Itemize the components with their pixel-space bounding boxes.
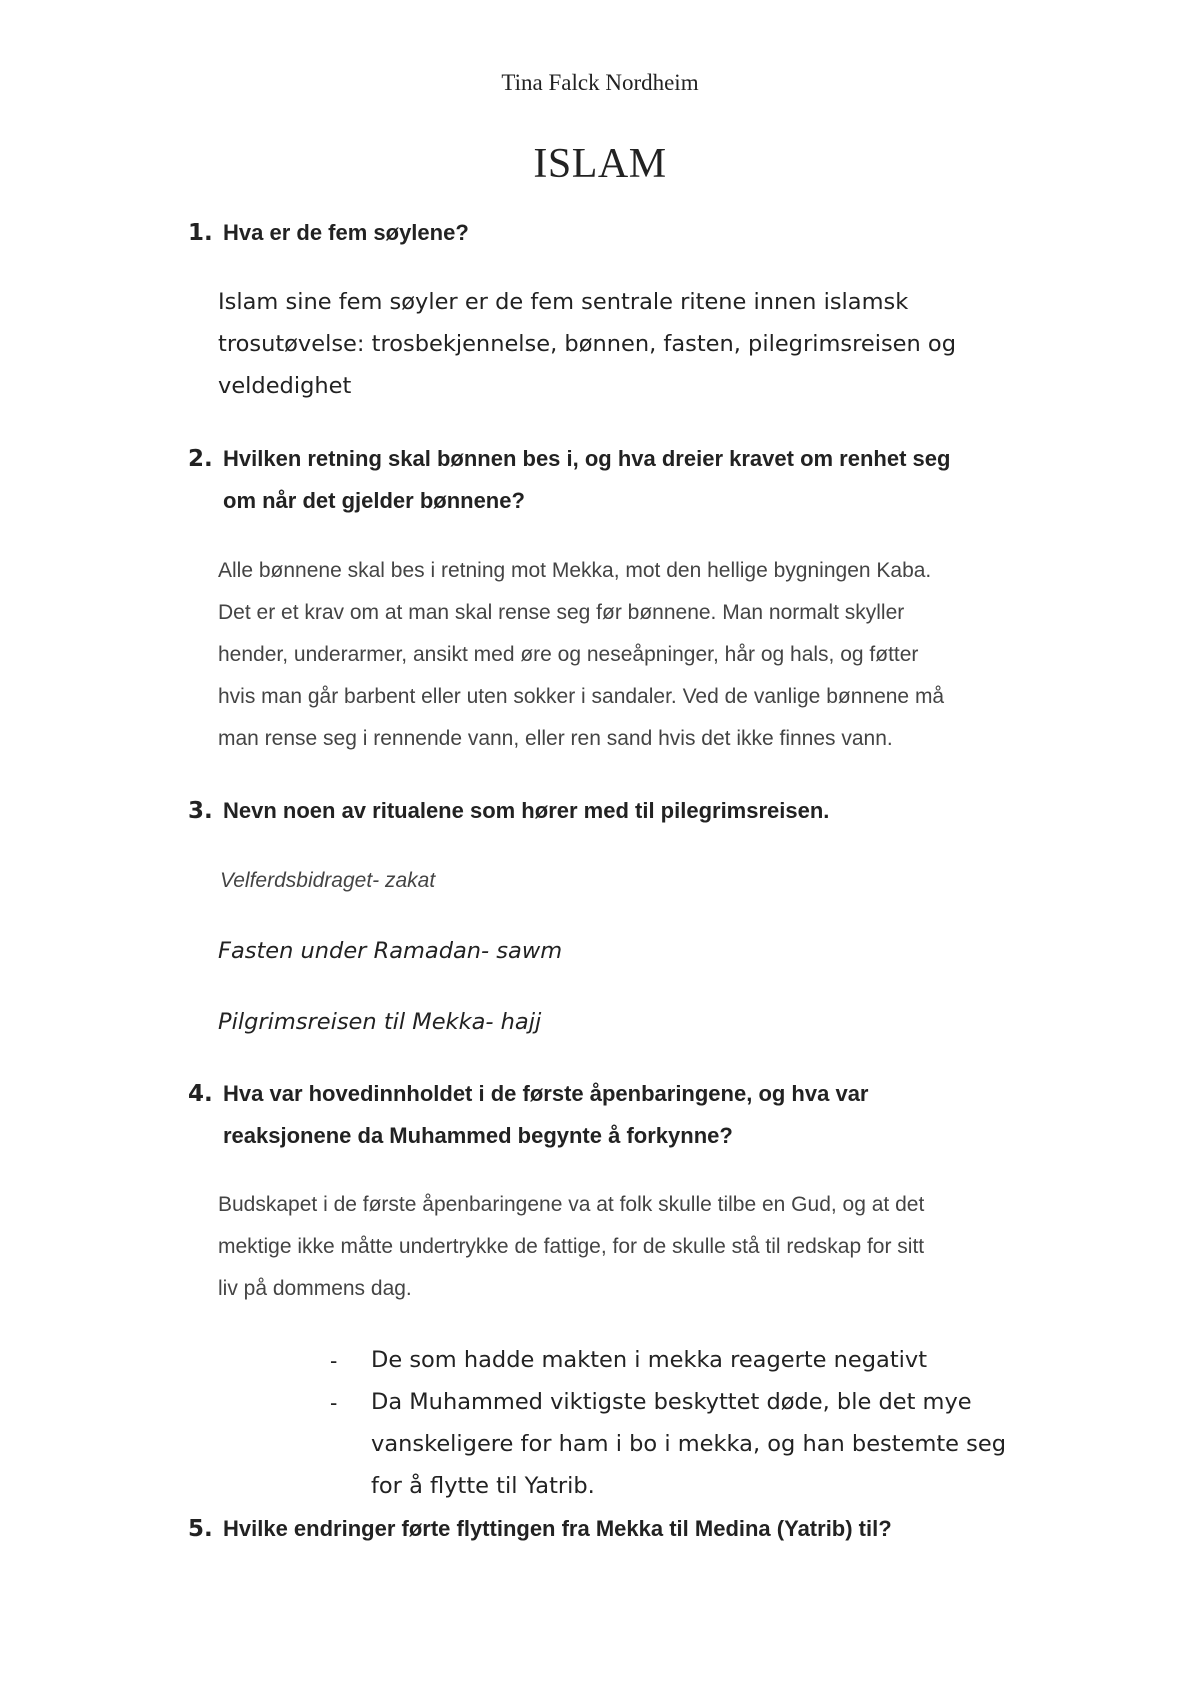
- answer-2-line: hvis man går barbent eller uten sokker i sandaler. Ved de vanlige bønnene må: [218, 685, 945, 708]
- answer-3-item: Velferdsbidraget- zakat: [220, 869, 436, 892]
- question-4-text: reaksjonene da Muhammed begynte å forkynne?: [223, 1123, 733, 1148]
- bullet-item: vanskeligere for ham i bo i mekka, og han bestemte seg: [371, 1431, 1007, 1457]
- answer-1-line: veldedighet: [218, 373, 352, 399]
- question-1-text: Hva er de fem søylene?: [223, 220, 469, 245]
- answer-2-line: Alle bønnene skal bes i retning mot Mekka, mot den hellige bygningen Kaba.: [218, 559, 932, 582]
- answer-3-item: Fasten under Ramadan- sawm: [218, 938, 563, 964]
- question-1-number: 1.: [188, 220, 213, 246]
- answer-2-line: hender, underarmer, ansikt med øre og neseåpninger, hår og hals, og føtter: [218, 643, 919, 666]
- document-title: ISLAM: [533, 141, 667, 187]
- bullet-item: Da Muhammed viktigste beskyttet døde, ble det mye: [371, 1389, 972, 1415]
- question-4-text: Hva var hovedinnholdet i de første åpenbaringene, og hva var: [223, 1081, 869, 1106]
- answer-3-item: Pilgrimsreisen til Mekka- hajj: [218, 1009, 542, 1035]
- bullet-dash: -: [330, 1348, 338, 1373]
- question-4-number: 4.: [188, 1081, 213, 1107]
- answer-4-line: Budskapet i de første åpenbaringene va at folk skulle tilbe en Gud, og at det: [218, 1193, 925, 1216]
- question-2-text: Hvilken retning skal bønnen bes i, og hva dreier kravet om renhet seg: [223, 446, 951, 471]
- answer-1-line: Islam sine fem søyler er de fem sentrale ritene innen islamsk: [218, 289, 909, 315]
- author-name: Tina Falck Nordheim: [501, 70, 699, 95]
- question-5-number: 5.: [188, 1516, 213, 1542]
- question-2-number: 2.: [188, 446, 213, 472]
- answer-4-line: liv på dommens dag.: [218, 1277, 412, 1300]
- bullet-item: for å flytte til Yatrib.: [371, 1473, 595, 1499]
- question-2-text: om når det gjelder bønnene?: [223, 488, 525, 513]
- answer-2-line: man rense seg i rennende vann, eller ren sand hvis det ikke finnes vann.: [218, 727, 893, 750]
- answer-4-line: mektige ikke måtte undertrykke de fattige, for de skulle stå til redskap for sitt: [218, 1235, 925, 1258]
- bullet-item: De som hadde makten i mekka reagerte negativt: [371, 1347, 928, 1373]
- question-5-text: Hvilke endringer førte flyttingen fra Mekka til Medina (Yatrib) til?: [223, 1516, 892, 1541]
- bullet-dash: -: [330, 1390, 338, 1415]
- question-3-text: Nevn noen av ritualene som hører med til pilegrimsreisen.: [223, 798, 830, 823]
- answer-1-line: trosutøvelse: trosbekjennelse, bønnen, fasten, pilegrimsreisen og: [218, 331, 956, 357]
- question-3-number: 3.: [188, 798, 213, 824]
- answer-2-line: Det er et krav om at man skal rense seg før bønnene. Man normalt skyller: [218, 601, 905, 624]
